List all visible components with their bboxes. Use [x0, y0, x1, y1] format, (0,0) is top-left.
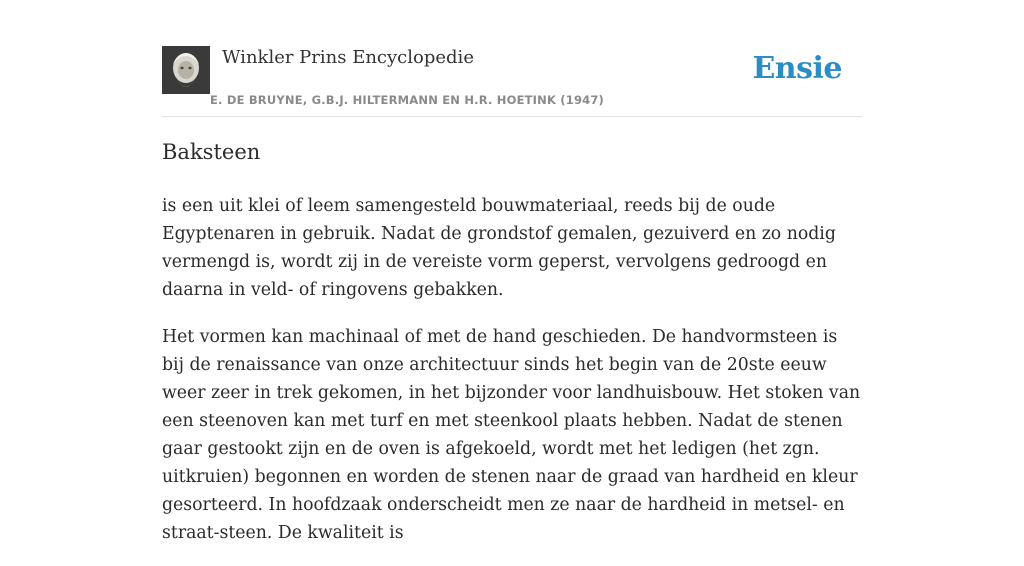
portrait-icon	[162, 46, 210, 94]
source-header	[162, 46, 862, 117]
authors-line: E. DE BRUYNE, G.B.J. HILTERMANN EN H.R. HOETINK (1947)	[210, 93, 605, 107]
author-avatar-icon[interactable]	[162, 46, 210, 94]
ensie-logo-link[interactable]: Ensie	[752, 51, 842, 86]
source-title[interactable]: Winkler Prins Encyclopedie	[222, 47, 474, 68]
article-paragraph: Het vormen kan machinaal of met de hand geschieden. De handvormsteen is bij de renaissance van onze architectuur sinds het begin van de 20ste eeuw weer zeer in trek gekomen, in het bijzonder voor landhuisbouw. Het stoken van een steenoven kan met turf en met steenkool plaats hebben. Nadat de stenen gaar gestookt zijn en de oven is afgekoeld, wordt met het ledigen (het zgn. uitkruien) begonnen en worden de stenen naar de graad van hardheid en kleur gesorteerd. In hoofdzaak onderscheidt men ze naar de hardheid in metsel- en straat-steen. De kwaliteit is	[162, 327, 861, 543]
article-paragraph: is een uit klei of leem samengesteld bouwmateriaal, reeds bij de oude Egyptenaren in gebruik. Nadat de grondstof gemalen, gezuiverd en zo nodig vermengd is, wordt zij in de vereiste vorm geperst, vervolgens gedroogd en daarna in veld- of ringovens gebakken.	[162, 196, 836, 300]
article-title: Baksteen	[162, 140, 261, 164]
article-body	[162, 192, 862, 566]
